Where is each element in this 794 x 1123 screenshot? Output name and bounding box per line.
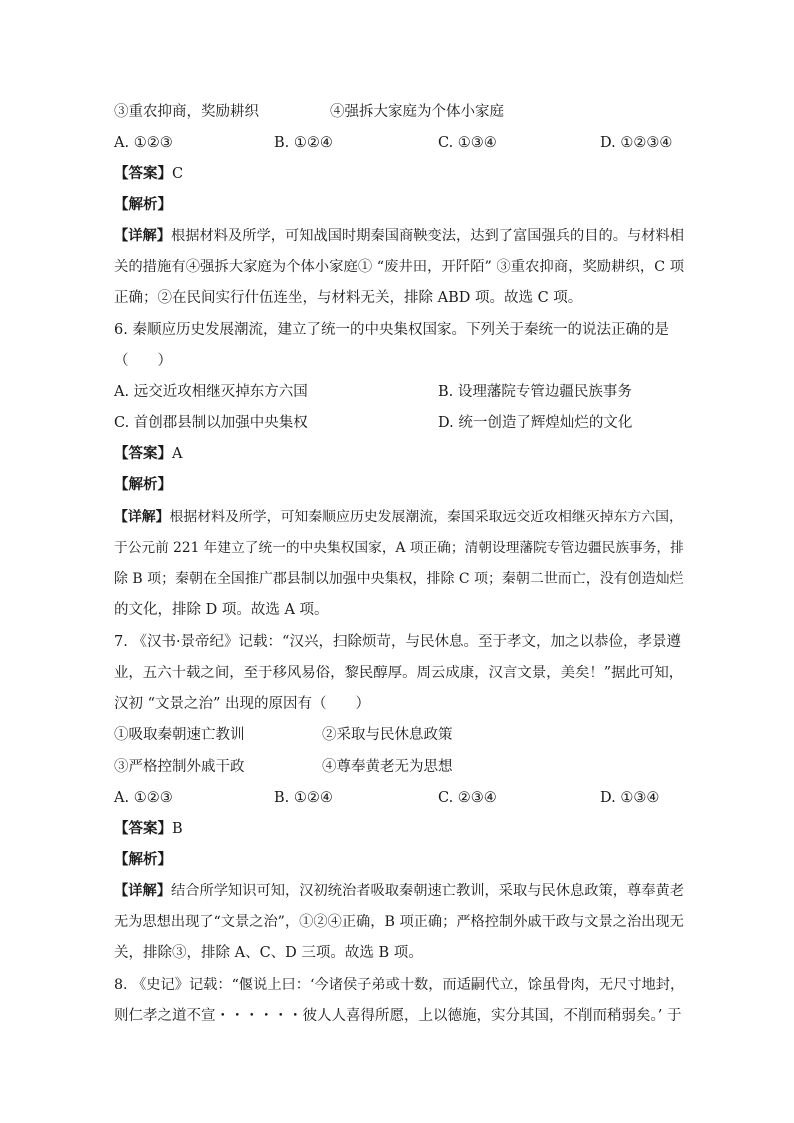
q6-detail-line-2: 于公元前 221 年建立了统一的中央集权国家，A 项正确；清朝设理藩院专管边疆民族事务，排: [114, 540, 684, 556]
q5-detail-line-1: [114, 226, 684, 246]
answer-value: B: [172, 821, 183, 837]
detail-tag: 【详解】: [114, 883, 172, 899]
q7-stem-line-1: 7. 《汉书·景帝纪》记载：“汉兴，扫除烦苛，与民休息。至于孝文，加之以恭俭，孝景遵: [114, 634, 681, 650]
q6-stem-line-1: 6. 秦顺应历史发展潮流，建立了统一的中央集权国家。下列关于秦统一的说法正确的是: [114, 322, 669, 338]
answer-value: A: [172, 446, 183, 462]
q5-statement-4: ④强拆大家庭为个体小家庭: [330, 104, 504, 120]
q6-choice-a: A. 远交近攻相继灭掉东方六国: [114, 384, 308, 400]
answer-tag: 【答案】: [114, 165, 172, 182]
q7-statement-1: ①吸取秦朝速亡教训: [114, 727, 245, 743]
q6-choice-d: D. 统一创造了辉煌灿烂的文化: [438, 415, 633, 431]
q7-analysis-tag: 【解析】: [114, 851, 172, 868]
q6-answer: [114, 444, 684, 464]
q7-detail-line-3: 关，排除③，排除 A、C、D 三项。故选 B 项。: [114, 945, 423, 961]
q5-choice-a: A. ①②③: [114, 135, 173, 151]
q5-choice-d: D. ①②③④: [600, 135, 673, 151]
q6-detail-line-1: [114, 507, 684, 527]
detail-text: 结合所学知识可知，汉初统治者吸取秦朝速亡教训，采取与民休息政策，尊奉黄老: [171, 883, 685, 899]
answer-tag: 【答案】: [114, 445, 172, 462]
detail-text: 根据材料及所学，可知战国时期秦国商鞅变法，达到了富国强兵的目的。与材料相: [171, 228, 685, 244]
q7-answer: [114, 819, 684, 839]
q7-statement-3: ③严格控制外戚干政: [114, 759, 245, 775]
q5-choice-c: C. ①③④: [438, 135, 497, 151]
answer-tag: 【答案】: [114, 820, 172, 837]
q7-statement-2: ②采取与民休息政策: [322, 727, 453, 743]
q6-detail-line-3: 除 B 项；秦朝在全国推广郡县制以加强中央集权，排除 C 项；秦朝二世而亡，没有创造灿烂: [114, 571, 684, 587]
q7-choice-d: D. ①③④: [600, 790, 660, 806]
detail-tag: 【详解】: [114, 228, 172, 244]
q7-choice-a: A. ①②③: [114, 790, 173, 806]
q5-choice-b: B. ①②④: [274, 135, 333, 151]
q8-stem-line-1: 8. 《史记》记载：“偃说上曰：‘今诸侯子弟或十数，而适嗣代立，馀虽骨肉，无尺寸地封，: [114, 977, 685, 993]
q5-detail-line-3: 正确；②在民间实行什伍连坐，与材料无关，排除 ABD 项。故选 C 项。: [114, 290, 583, 306]
q6-choice-c: C. 首创郡县制以加强中央集权: [114, 415, 308, 431]
q7-choice-c: C. ②③④: [438, 790, 497, 806]
q5-analysis-tag: 【解析】: [114, 196, 172, 213]
detail-tag: 【详解】: [114, 509, 170, 525]
q7-detail-line-1: [114, 881, 684, 901]
q6-analysis-tag: 【解析】: [114, 476, 172, 493]
q5-statement-3: ③重农抑商，奖励耕织: [114, 104, 259, 120]
q6-detail-line-4: 的文化，排除 D 项。故选 A 项。: [114, 602, 329, 618]
detail-text: 根据材料及所学，可知秦顺应历史发展潮流，秦国采取远交近攻相继灭掉东方六国，: [169, 509, 683, 525]
q7-statement-4: ④尊奉黄老无为思想: [322, 759, 453, 775]
q8-stem-line-2: 则仁孝之道不宣・・・・・・彼人人喜得所愿，上以德施，实分其国，不削而稍弱矣。’ 于: [114, 1008, 682, 1024]
q7-detail-line-2: 无为思想出现了“文景之治”，①②④正确，B 项正确；严格控制外戚干政与文景之治出现无: [114, 914, 684, 930]
answer-value: C: [172, 166, 184, 182]
q7-stem-line-3: 汉初 “文景之治” 出现的原因有（ ）: [114, 696, 371, 712]
q7-stem-line-2: 业，五六十载之间，至于移风易俗，黎民醇厚。周云成康，汉言文景，美矣！”据此可知，: [114, 665, 684, 681]
q6-stem-line-2: （ ）: [114, 353, 172, 369]
q7-choice-b: B. ①②④: [274, 790, 333, 806]
q6-choice-b: B. 设理藩院专管边疆民族事务: [438, 384, 632, 400]
q5-answer: [114, 164, 684, 184]
q5-detail-line-2: 关的措施有④强拆大家庭为个体小家庭① “废井田，开阡陌” ③重农抑商，奖励耕织，C 项: [114, 259, 685, 275]
